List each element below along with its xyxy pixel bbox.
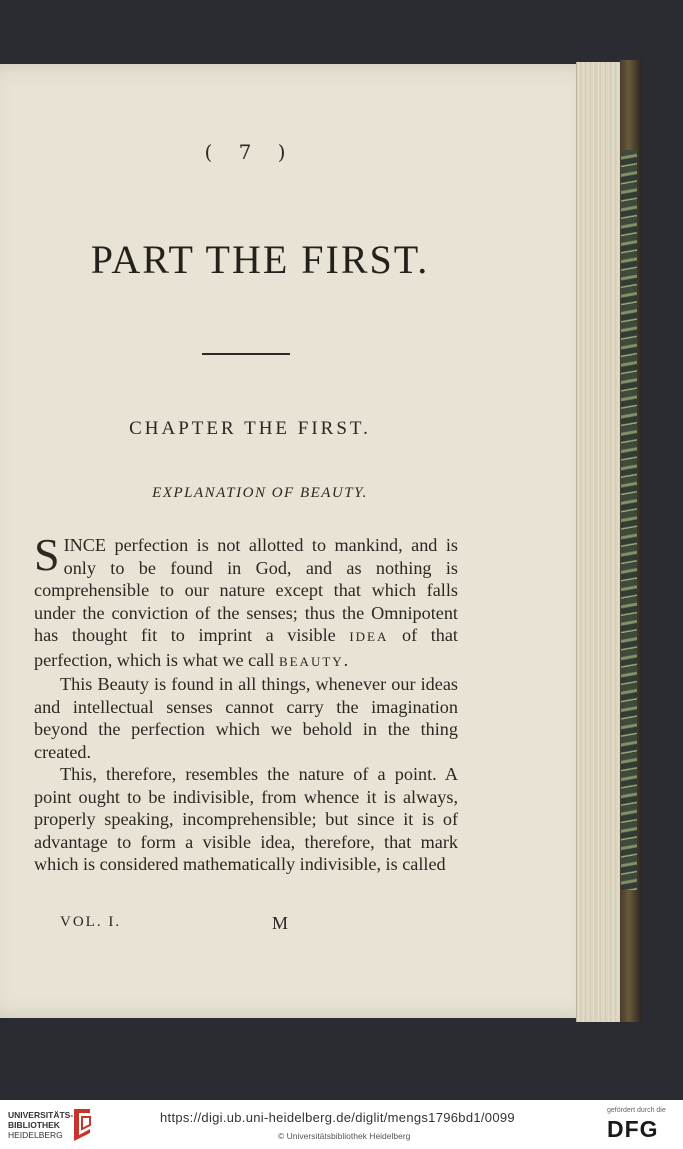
copyright-notice: © Universitätsbibliothek Heidelberg — [278, 1131, 411, 1141]
title-rule — [202, 353, 290, 355]
marbled-edge — [621, 150, 637, 890]
part-title: PART THE FIRST. — [90, 237, 430, 282]
university-logo-icon[interactable] — [70, 1105, 94, 1143]
dfg-logo[interactable]: DFG — [607, 1116, 659, 1142]
paragraph-1-end: . — [343, 649, 349, 670]
body-text — [34, 529, 458, 876]
footer-signature: M — [272, 913, 289, 933]
page-number-header: ( 7 ) — [204, 140, 296, 164]
term-idea: IDEA — [349, 629, 389, 644]
page-edges — [576, 62, 625, 1022]
funder-caption: gefördert durch die — [607, 1107, 666, 1114]
university-logo-text[interactable] — [8, 1110, 73, 1140]
institution-line-2: BIBLIOTHEK — [8, 1120, 60, 1130]
paragraph-2: This Beauty is found in all things, whenever our ideas and intellectual senses cannot carry the imagination beyond the perfection which we behold in the thing created. — [34, 674, 458, 762]
paragraph-1-text-a: INCE perfection is not allotted to mankind, and is only to be found in God, and as nothing is comprehensible to our nature except that which falls under the conviction of the senses; thus the Omnipotent has thought fit to imprint a visible — [34, 535, 458, 645]
drop-cap: S — [34, 529, 60, 580]
viewer-footer-bar — [0, 1100, 683, 1149]
permalink-url[interactable]: https://digi.ub.uni-heidelberg.de/diglit/mengs1796bd1/0099 — [160, 1110, 515, 1125]
institution-line-1: UNIVERSITÄTS- — [8, 1110, 74, 1120]
paragraph-1 — [34, 529, 458, 673]
paragraph-3: This, therefore, resembles the nature of a point. A point ought to be indivisible, from whence it is always, properly speaking, incomprehensible; but since it is of advantage to form a visible idea, therefore, that mark which is considered mathematically indivisible, is called — [34, 764, 458, 874]
term-beauty: BEAUTY — [278, 653, 344, 669]
paragraph-1-text-b: of that perfection, which is what we call — [34, 625, 458, 670]
chapter-heading: CHAPTER THE FIRST. — [129, 418, 371, 439]
institution-line-3: HEIDELBERG — [8, 1130, 63, 1140]
footer-volume: VOL. I. — [60, 914, 122, 930]
chapter-subtitle: EXPLANATION OF BEAUTY. — [152, 485, 368, 501]
